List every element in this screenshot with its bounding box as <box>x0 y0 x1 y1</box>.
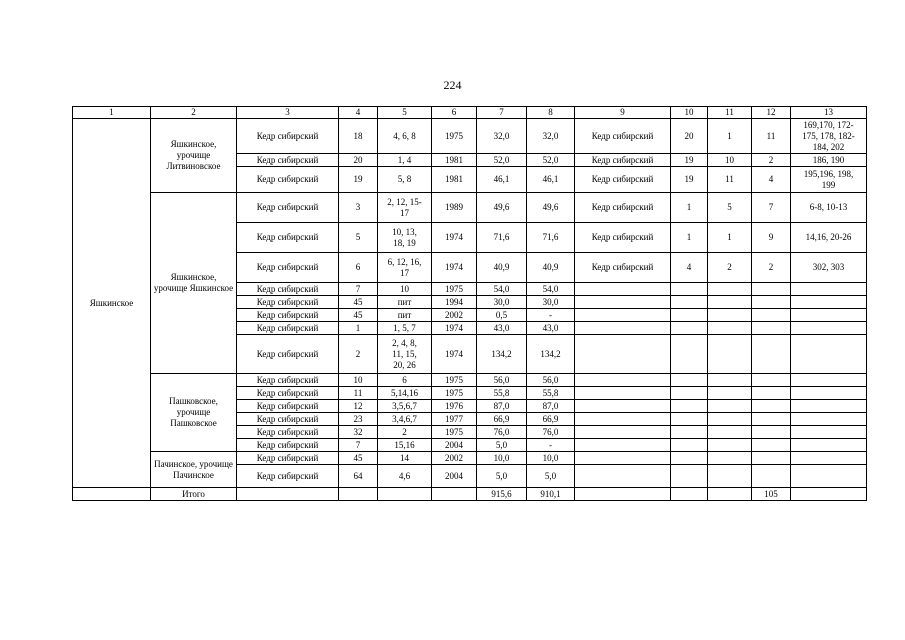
cell-species-2 <box>575 374 671 387</box>
cell-year: 1975 <box>432 283 477 296</box>
cell-count-b <box>708 400 752 413</box>
cell-plots: пит <box>378 296 432 309</box>
column-number: 3 <box>237 107 339 119</box>
cell-year: 1974 <box>432 335 477 374</box>
cell-species-2: Кедр сибирский <box>575 167 671 193</box>
total-area-current: 910,1 <box>527 488 575 501</box>
cell-count-a: 4 <box>671 253 708 283</box>
cell-area-current: 52,0 <box>527 154 575 167</box>
cell-plots: 14 <box>378 452 432 465</box>
section-pachinskoe: Пачинское, урочище Пачинское <box>151 452 237 488</box>
cell-species: Кедр сибирский <box>237 322 339 335</box>
cell-area-current: 5,0 <box>527 465 575 488</box>
cell-count-c <box>752 400 791 413</box>
cell-area: 54,0 <box>477 283 527 296</box>
cell-area: 55,8 <box>477 387 527 400</box>
cell-plots: 2, 4, 8, 11, 15, 20, 26 <box>378 335 432 374</box>
cell-count-a <box>671 283 708 296</box>
cell-area-current: 76,0 <box>527 426 575 439</box>
cell-area: 56,0 <box>477 374 527 387</box>
cell-species: Кедр сибирский <box>237 335 339 374</box>
cell-count-b <box>708 335 752 374</box>
cell-area: 5,0 <box>477 439 527 452</box>
cell-species-2 <box>575 426 671 439</box>
cell-year: 1981 <box>432 167 477 193</box>
cell-area: 134,2 <box>477 335 527 374</box>
cell-quarter: 12 <box>339 400 378 413</box>
cell-count-a <box>671 452 708 465</box>
cell-count-c <box>752 322 791 335</box>
cell-area-current: 43,0 <box>527 322 575 335</box>
cell-count-a <box>671 400 708 413</box>
cell-species-2 <box>575 439 671 452</box>
cell-count-a: 1 <box>671 193 708 223</box>
cell-count-a <box>671 335 708 374</box>
cell-area-current: 32,0 <box>527 119 575 154</box>
cell-plots: 6, 12, 16, 17 <box>378 253 432 283</box>
cell-allotment-numbers: 302, 303 <box>791 253 867 283</box>
cell-area: 87,0 <box>477 400 527 413</box>
cell-area: 71,6 <box>477 223 527 253</box>
column-number: 2 <box>151 107 237 119</box>
cell-area-current: 10,0 <box>527 452 575 465</box>
cell-count-c <box>752 452 791 465</box>
cell-count-a <box>671 465 708 488</box>
cell-allotment-numbers <box>791 322 867 335</box>
cell-allotment-numbers <box>791 296 867 309</box>
cell-area: 32,0 <box>477 119 527 154</box>
table-row <box>73 119 867 154</box>
cell-year: 1976 <box>432 400 477 413</box>
cell-plots: 5, 8 <box>378 167 432 193</box>
cell-area-current: - <box>527 439 575 452</box>
section-litvinovskoe: Яшкинское, урочище Литвиновское <box>151 119 237 193</box>
cell-quarter: 5 <box>339 223 378 253</box>
cell-count-a: 20 <box>671 119 708 154</box>
cell-species-2 <box>575 335 671 374</box>
cell-species-2 <box>575 296 671 309</box>
cell-species-2: Кедр сибирский <box>575 119 671 154</box>
cell-area-current: 71,6 <box>527 223 575 253</box>
cell-species-2 <box>575 309 671 322</box>
column-number: 6 <box>432 107 477 119</box>
cell-count-b: 5 <box>708 193 752 223</box>
cell-species-2 <box>575 465 671 488</box>
cell-count-c <box>752 426 791 439</box>
cell-allotment-numbers: 186, 190 <box>791 154 867 167</box>
cell-allotment-numbers <box>791 426 867 439</box>
table-row <box>73 193 867 223</box>
cell-area: 5,0 <box>477 465 527 488</box>
cell-quarter: 18 <box>339 119 378 154</box>
cell-year: 1975 <box>432 387 477 400</box>
cell-count-b <box>708 439 752 452</box>
cell-area-current: 87,0 <box>527 400 575 413</box>
cell-count-a: 19 <box>671 167 708 193</box>
cell-species-2 <box>575 387 671 400</box>
cell-year: 1974 <box>432 223 477 253</box>
cell-quarter: 3 <box>339 193 378 223</box>
cell-species-2: Кедр сибирский <box>575 253 671 283</box>
cell-count-b <box>708 465 752 488</box>
cell-area-current: 134,2 <box>527 335 575 374</box>
cell-year: 2002 <box>432 452 477 465</box>
total-label: Итого <box>151 488 237 501</box>
header-row <box>73 107 867 119</box>
cell-allotment-numbers <box>791 309 867 322</box>
cell-count-c <box>752 335 791 374</box>
cell-count-b <box>708 322 752 335</box>
cell-quarter: 64 <box>339 465 378 488</box>
cell-area: 40,9 <box>477 253 527 283</box>
cell-count-b <box>708 387 752 400</box>
cell-count-a <box>671 309 708 322</box>
cell-allotment-numbers <box>791 413 867 426</box>
cell-quarter: 11 <box>339 387 378 400</box>
cell-count-c: 2 <box>752 154 791 167</box>
cell-area: 0,5 <box>477 309 527 322</box>
cell-species: Кедр сибирский <box>237 283 339 296</box>
cell-plots: 4, 6, 8 <box>378 119 432 154</box>
forestry-name: Яшкинское <box>73 119 151 488</box>
cell-count-c: 7 <box>752 193 791 223</box>
cell-species: Кедр сибирский <box>237 426 339 439</box>
cell-year: 2004 <box>432 439 477 452</box>
cell-count-a <box>671 387 708 400</box>
cell-area-current: 30,0 <box>527 296 575 309</box>
cell-count-c <box>752 296 791 309</box>
cell-count-c <box>752 283 791 296</box>
cell-area-current: 40,9 <box>527 253 575 283</box>
cell-plots: 10, 13, 18, 19 <box>378 223 432 253</box>
page-number: 224 <box>443 78 462 92</box>
cell-area-current: 49,6 <box>527 193 575 223</box>
cell-year: 1981 <box>432 154 477 167</box>
cell-count-b <box>708 374 752 387</box>
total-row <box>73 488 867 501</box>
cell-plots: 5,14,16 <box>378 387 432 400</box>
cell-species-2 <box>575 452 671 465</box>
cell-allotment-numbers <box>791 283 867 296</box>
column-number: 1 <box>73 107 151 119</box>
total-area: 915,6 <box>477 488 527 501</box>
cell-allotment-numbers: 6-8, 10-13 <box>791 193 867 223</box>
cell-area-current: 66,9 <box>527 413 575 426</box>
cell-count-b <box>708 296 752 309</box>
cell-area: 30,0 <box>477 296 527 309</box>
cell-year: 1977 <box>432 413 477 426</box>
column-number: 7 <box>477 107 527 119</box>
cell-species: Кедр сибирский <box>237 400 339 413</box>
cell-species-2: Кедр сибирский <box>575 223 671 253</box>
column-number: 5 <box>378 107 432 119</box>
cell-count-a <box>671 296 708 309</box>
cell-species: Кедр сибирский <box>237 119 339 154</box>
cell-year: 2004 <box>432 465 477 488</box>
column-number: 4 <box>339 107 378 119</box>
cell-plots: 1, 5, 7 <box>378 322 432 335</box>
cell-plots: 2 <box>378 426 432 439</box>
cell-quarter: 10 <box>339 374 378 387</box>
cell-allotment-numbers <box>791 452 867 465</box>
cell-species-2 <box>575 400 671 413</box>
cell-year: 1974 <box>432 322 477 335</box>
cell-allotment-numbers: 14,16, 20-26 <box>791 223 867 253</box>
cell-count-c: 11 <box>752 119 791 154</box>
cell-species: Кедр сибирский <box>237 167 339 193</box>
cell-species-2 <box>575 283 671 296</box>
cell-quarter: 20 <box>339 154 378 167</box>
cell-year: 1975 <box>432 374 477 387</box>
cell-quarter: 6 <box>339 253 378 283</box>
cell-year: 1994 <box>432 296 477 309</box>
cell-area: 52,0 <box>477 154 527 167</box>
cell-allotment-numbers <box>791 439 867 452</box>
cell-quarter: 32 <box>339 426 378 439</box>
cell-plots: 3,5,6,7 <box>378 400 432 413</box>
cell-count-a <box>671 439 708 452</box>
cell-count-c <box>752 439 791 452</box>
cell-count-b <box>708 452 752 465</box>
cell-quarter: 7 <box>339 439 378 452</box>
cell-count-c: 4 <box>752 167 791 193</box>
table-row <box>73 452 867 465</box>
cell-allotment-numbers <box>791 335 867 374</box>
cell-area-current: 55,8 <box>527 387 575 400</box>
cell-plots: 1, 4 <box>378 154 432 167</box>
cell-count-c <box>752 374 791 387</box>
cell-plots: пит <box>378 309 432 322</box>
cell-species: Кедр сибирский <box>237 193 339 223</box>
cell-count-c <box>752 413 791 426</box>
cell-area: 10,0 <box>477 452 527 465</box>
cell-quarter: 45 <box>339 309 378 322</box>
column-number: 12 <box>752 107 791 119</box>
cell-area: 43,0 <box>477 322 527 335</box>
cell-plots: 4,6 <box>378 465 432 488</box>
cell-count-a <box>671 426 708 439</box>
cell-species: Кедр сибирский <box>237 439 339 452</box>
cell-quarter: 45 <box>339 296 378 309</box>
cell-area-current: - <box>527 309 575 322</box>
cell-count-c <box>752 465 791 488</box>
column-number: 10 <box>671 107 708 119</box>
cell-species: Кедр сибирский <box>237 296 339 309</box>
cell-year: 1975 <box>432 119 477 154</box>
cell-area: 76,0 <box>477 426 527 439</box>
cell-count-b <box>708 309 752 322</box>
column-number: 8 <box>527 107 575 119</box>
cell-count-c <box>752 387 791 400</box>
cell-year: 1989 <box>432 193 477 223</box>
cell-quarter: 2 <box>339 335 378 374</box>
cell-count-c: 9 <box>752 223 791 253</box>
cell-count-b: 2 <box>708 253 752 283</box>
cell-species: Кедр сибирский <box>237 465 339 488</box>
column-number: 13 <box>791 107 867 119</box>
cell-species: Кедр сибирский <box>237 154 339 167</box>
column-number: 11 <box>708 107 752 119</box>
section-yashkinskoe: Яшкинское, урочище Яшкинское <box>151 193 237 374</box>
cell-plots: 3,4,6,7 <box>378 413 432 426</box>
cell-year: 2002 <box>432 309 477 322</box>
cell-count-b <box>708 283 752 296</box>
cell-count-a <box>671 413 708 426</box>
cell-allotment-numbers: 195,196, 198, 199 <box>791 167 867 193</box>
cell-allotment-numbers: 169,170, 172- 175, 178, 182- 184, 202 <box>791 119 867 154</box>
cell-count-c <box>752 309 791 322</box>
cell-allotment-numbers <box>791 465 867 488</box>
forest-plots-table <box>72 106 867 501</box>
cell-area-current: 54,0 <box>527 283 575 296</box>
cell-species: Кедр сибирский <box>237 387 339 400</box>
cell-plots: 15,16 <box>378 439 432 452</box>
section-pashkovskoe: Пашковское, урочище Пашковское <box>151 374 237 452</box>
cell-species: Кедр сибирский <box>237 309 339 322</box>
cell-quarter: 19 <box>339 167 378 193</box>
cell-area: 46,1 <box>477 167 527 193</box>
cell-plots: 6 <box>378 374 432 387</box>
cell-count-b: 1 <box>708 119 752 154</box>
cell-count-b <box>708 426 752 439</box>
cell-species: Кедр сибирский <box>237 452 339 465</box>
cell-count-b <box>708 413 752 426</box>
cell-count-a: 19 <box>671 154 708 167</box>
total-count: 105 <box>752 488 791 501</box>
cell-area-current: 56,0 <box>527 374 575 387</box>
cell-species: Кедр сибирский <box>237 223 339 253</box>
cell-count-b: 1 <box>708 223 752 253</box>
cell-count-c: 2 <box>752 253 791 283</box>
cell-plots: 2, 12, 15- 17 <box>378 193 432 223</box>
cell-allotment-numbers <box>791 400 867 413</box>
cell-allotment-numbers <box>791 374 867 387</box>
cell-quarter: 7 <box>339 283 378 296</box>
cell-species-2 <box>575 322 671 335</box>
cell-allotment-numbers <box>791 387 867 400</box>
cell-count-a <box>671 374 708 387</box>
cell-count-a <box>671 322 708 335</box>
cell-species-2: Кедр сибирский <box>575 193 671 223</box>
cell-species-2: Кедр сибирский <box>575 154 671 167</box>
column-number: 9 <box>575 107 671 119</box>
cell-quarter: 23 <box>339 413 378 426</box>
cell-area: 66,9 <box>477 413 527 426</box>
cell-count-a: 1 <box>671 223 708 253</box>
cell-area-current: 46,1 <box>527 167 575 193</box>
cell-count-b: 10 <box>708 154 752 167</box>
cell-species: Кедр сибирский <box>237 413 339 426</box>
cell-quarter: 1 <box>339 322 378 335</box>
table-row <box>73 374 867 387</box>
cell-year: 1975 <box>432 426 477 439</box>
cell-species: Кедр сибирский <box>237 374 339 387</box>
cell-species: Кедр сибирский <box>237 253 339 283</box>
cell-year: 1974 <box>432 253 477 283</box>
cell-quarter: 45 <box>339 452 378 465</box>
cell-plots: 10 <box>378 283 432 296</box>
cell-count-b: 11 <box>708 167 752 193</box>
cell-area: 49,6 <box>477 193 527 223</box>
cell-species-2 <box>575 413 671 426</box>
